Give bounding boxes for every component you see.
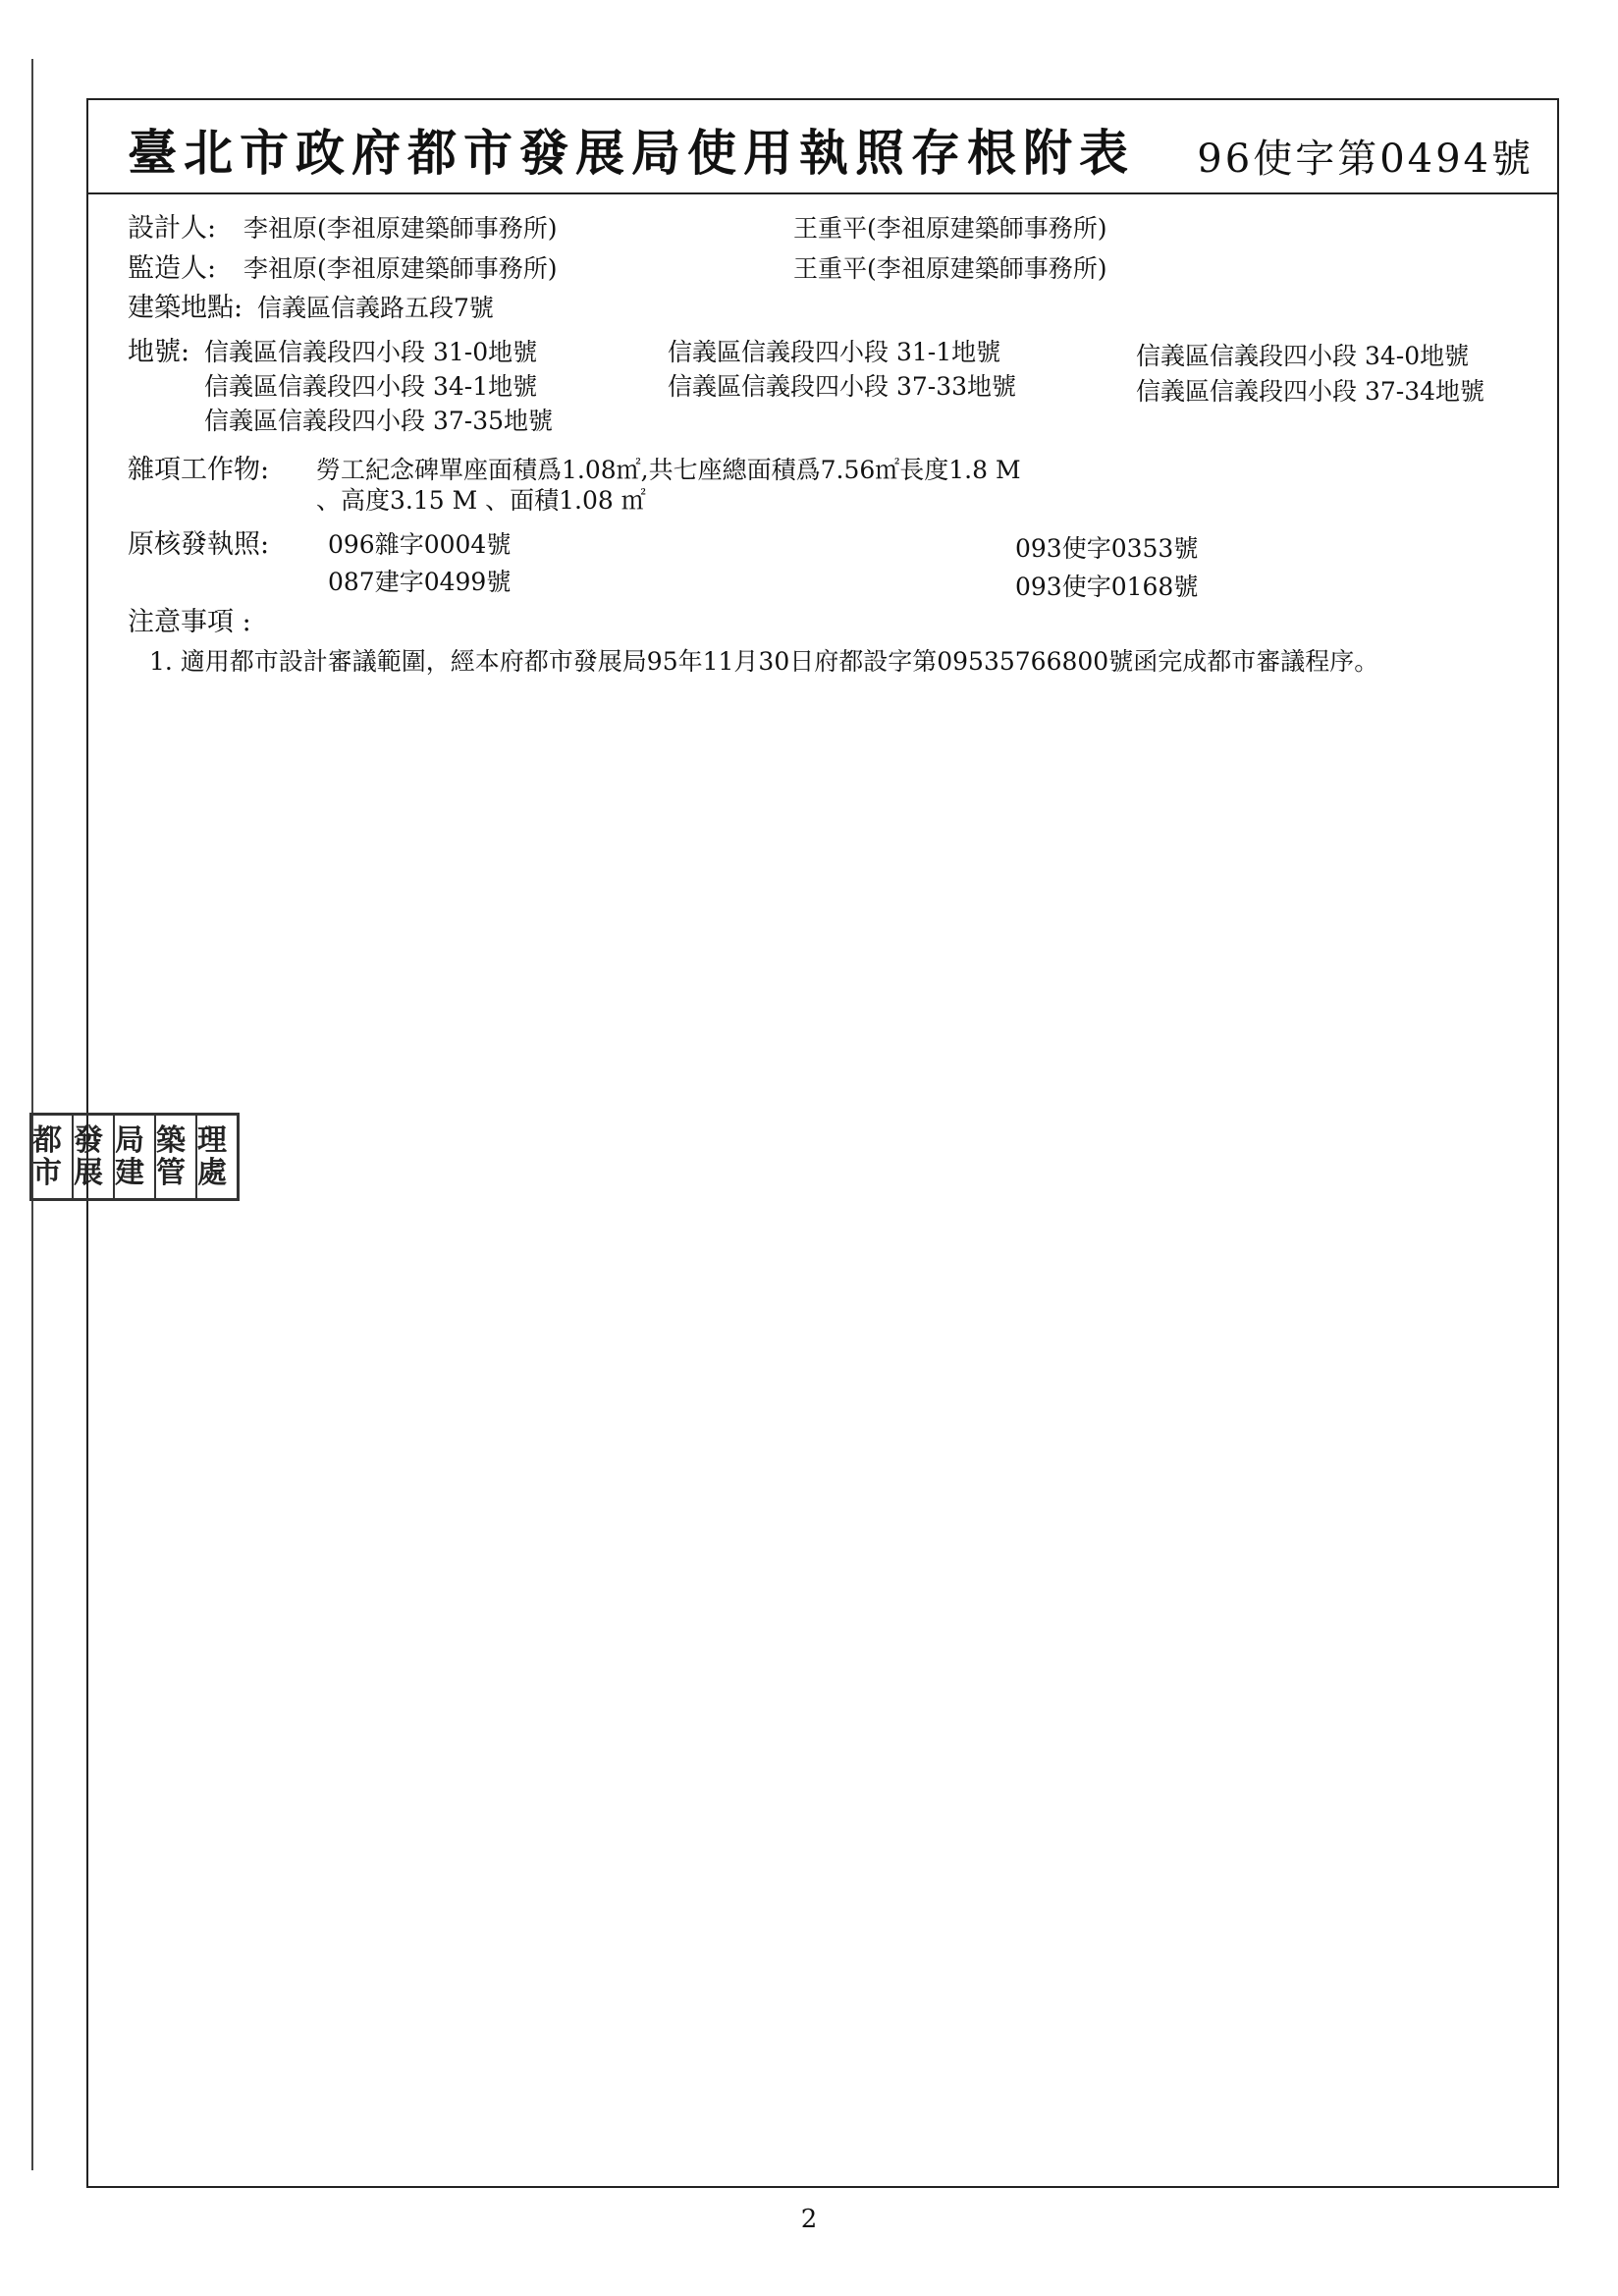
seal-column: 局建 bbox=[115, 1116, 156, 1198]
lot-item: 信義區信義段四小段 31-0地號 bbox=[204, 338, 538, 366]
original-permit-item: 096雜字0004號 bbox=[328, 530, 512, 559]
lot-item: 信義區信義段四小段 37-34地號 bbox=[1136, 377, 1485, 406]
lot-item: 信義區信義段四小段 31-1地號 bbox=[668, 338, 1001, 366]
supervisor-value-2: 王重平(李祖原建築師事務所) bbox=[793, 254, 1107, 283]
site-label: 建築地點: bbox=[128, 293, 243, 323]
lot-item: 信義區信義段四小段 37-33地號 bbox=[668, 372, 1017, 401]
notes-label: 注意事項 : bbox=[128, 607, 251, 637]
document-title: 臺北市政府都市發展局使用執照存根附表 bbox=[128, 124, 1135, 182]
seal-column: 都市 bbox=[32, 1116, 74, 1198]
note-item: 1. 適用都市設計審議範圍，經本府都市發展局95年11月30日府都設字第09535766800號函完成都市審議程序。 bbox=[149, 647, 1379, 676]
header bbox=[88, 100, 1557, 194]
supervisor-value-1: 李祖原(李祖原建築師事務所) bbox=[243, 254, 558, 283]
designer-label: 設計人: bbox=[128, 213, 217, 244]
lot-item: 信義區信義段四小段 37-35地號 bbox=[204, 407, 554, 435]
designer-value-2: 王重平(李祖原建築師事務所) bbox=[793, 214, 1107, 243]
lot-item: 信義區信義段四小段 34-0地號 bbox=[1136, 342, 1470, 370]
seal-column: 發展 bbox=[74, 1116, 115, 1198]
lot-item: 信義區信義段四小段 34-1地號 bbox=[204, 372, 538, 401]
site-value: 信義區信義路五段7號 bbox=[257, 294, 494, 322]
page-number: 2 bbox=[800, 2205, 818, 2234]
misc-works-line-2: 、高度3.15 M 、面積1.08 ㎡ bbox=[316, 486, 646, 515]
original-permits-label: 原核發執照: bbox=[128, 529, 270, 560]
misc-works-line-1: 勞工紀念碑單座面積爲1.08㎡,共七座總面積爲7.56㎡長度1.8 M bbox=[316, 456, 1021, 484]
seal-column: 築管 bbox=[156, 1116, 197, 1198]
original-permit-item: 093使字0168號 bbox=[1015, 573, 1199, 601]
official-seal bbox=[29, 1113, 240, 1201]
seal-column: 理處 bbox=[197, 1123, 227, 1190]
original-permit-item: 087建字0499號 bbox=[328, 568, 512, 596]
misc-works-label: 雜項工作物: bbox=[128, 455, 270, 485]
supervisor-label: 監造人: bbox=[128, 253, 217, 284]
designer-value-1: 李祖原(李祖原建築師事務所) bbox=[243, 214, 558, 243]
lots-label: 地號: bbox=[128, 337, 190, 367]
original-permit-item: 093使字0353號 bbox=[1015, 534, 1199, 563]
permit-number: 96使字第0494號 bbox=[1197, 137, 1534, 182]
